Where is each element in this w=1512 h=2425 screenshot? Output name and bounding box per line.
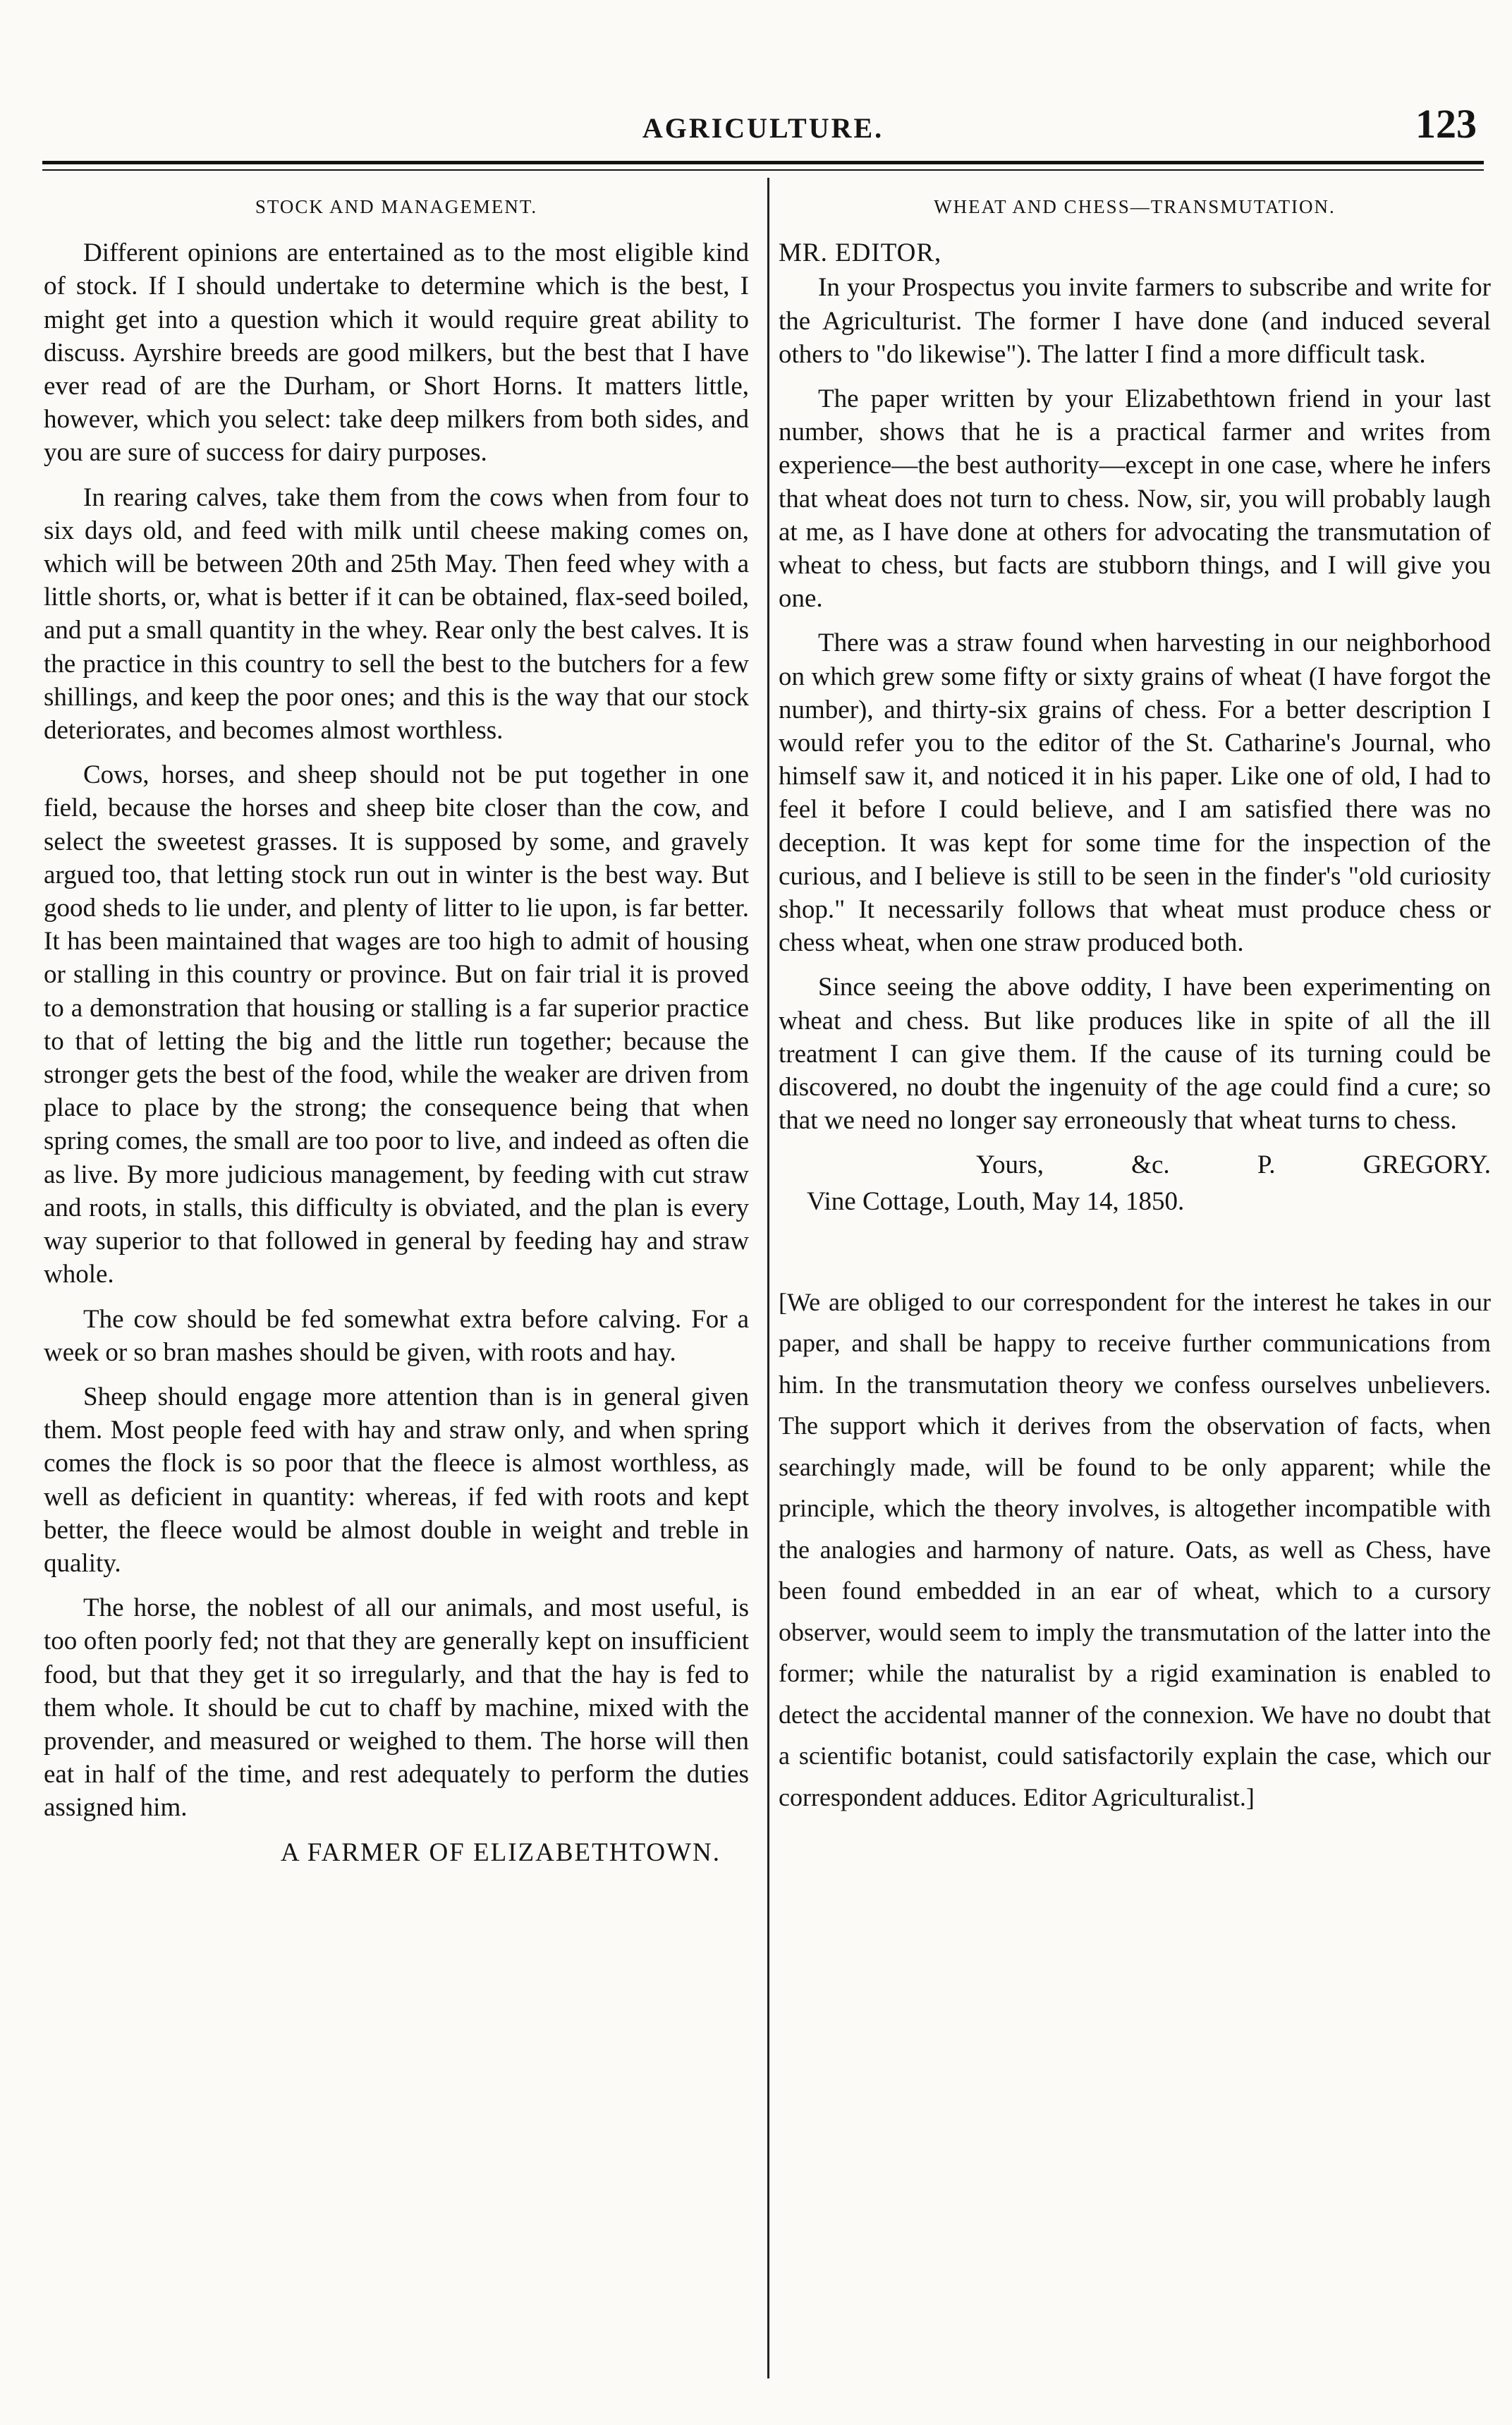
left-column bbox=[44, 185, 749, 1869]
location-date: Vine Cottage, Louth, May 14, 1850. bbox=[807, 1186, 1185, 1216]
page-number: 123 bbox=[1415, 101, 1477, 147]
author-name: P. GREGORY. bbox=[1257, 1150, 1491, 1180]
paragraph: Since seeing the above oddity, I have been experimenting on wheat and chess. But like produces like in spite of all the ill treatment I can give them. If the cause of its turning could be discovered, no doubt the ingenuity of the age could find a cure; so that we need no longer say erroneously that wheat turns to chess. bbox=[779, 973, 1491, 1136]
running-title: AGRICULTURE. bbox=[642, 112, 884, 144]
paragraph: In rearing calves, take them from the cows when from four to six days old, and feed with milk until cheese making comes on, which will be between 20th and 25th May. Then feed whey with a little shorts, or, what is better if it can be obtained, flax-seed boiled, and put a small quantity in the whey. Rear only the best calves. It is the practice in this country to sell the best to the butchers for a few shillings, and keep the poor ones; and this is the way that our stock deteriorates, and becomes almost worthless. bbox=[44, 482, 749, 746]
paragraph: Different opinions are entertained as to the most eligible kind of stock. If I should undertake to determine which is the best, I might get into a question which it would require great ability to discuss. Ayrshire breeds are good milkers, but the best that I have ever read of are the Durham, or Short Horns. It matters little, however, which you select: take deep milkers from both sides, and you are sure of success for dairy purposes. bbox=[44, 238, 749, 468]
paragraph: The paper written by your Elizabethtown friend in your last number, shows that he is a practical farmer and writes from experience—the best authority—except in one case, where he infers that wheat does not turn to chess. Now, sir, you will probably laugh at me, as I have done at others for advocating the transmutation of wheat to chess, but facts are stubborn things, and I will give you one. bbox=[779, 384, 1491, 614]
paragraph: Cows, horses, and sheep should not be put together in one field, because the horses and sheep bite closer than the cow, and select the sweetest grasses. It is supposed by some, and gravely argued too, that letting stock run out in winter is the best way. But good sheds to lie under, and plenty of litter to lie upon, is far better. It has been maintained that wages are too high to admit of housing or stalling in this country or province. But on fair trial it is proved to a demonstration that housing or stalling is a far superior practice to that of letting the big and the little run together; because the stronger gets the best of the food, while the weaker are driven from place to place by the strong; the consequence being that when spring comes, the small are too poor to live, and indeed as often die as live. By more judicious management, by feeding with cut straw and roots, in stalls, this difficulty is obviated, and the plan is every way superior to that followed in general by feeding hay and straw whole. bbox=[44, 760, 749, 1289]
column-divider bbox=[767, 178, 769, 2378]
paragraph: The horse, the noblest of all our animals, and most useful, is too often poorly fed; not that they are generally kept on insufficient food, but that they get it so irregularly, and that the hay is fed to them whole. It should be cut to chaff by machine, mixed with the provender, and measured or weighed to them. The horse will then eat in half of the time, and rest adequately to perform the duties assigned him. bbox=[44, 1593, 749, 1823]
paragraph: In your Prospectus you invite farmers to subscribe and write for the Agriculturist. The former I have done (and induced several others to "do likewise"). The latter I find a more difficult task. bbox=[779, 273, 1491, 369]
salutation: MR. EDITOR, bbox=[779, 238, 942, 268]
paragraph: Sheep should engage more attention than is in general given them. Most people feed with hay and straw only, and when spring comes the flock is so poor that the fleece is almost worthless, as well as deficient in quantity: whereas, if fed with roots and kept better, the fleece would be almost double in weight and treble in quality. bbox=[44, 1382, 749, 1578]
paragraph: There was a straw found when harvesting in our neighborhood on which grew some fifty or sixty grains of wheat (I have forgot the number), and thirty-six grains of chess. For a better description I would refer you to the editor of the St. Catharine's Journal, who himself saw it, and noticed it in his paper. Like one of old, I had to feel it before I could believe, and I am satisfied there was no deception. It was kept for some time for the inspection of the curious, and I believe is still to be seen in the finder's "old curiosity shop." It necessarily follows that wheat must produce chess or chess wheat, when one straw produced both. bbox=[779, 628, 1491, 958]
editor-note: [We are obliged to our correspondent for the interest he takes in our paper, and shall be happy to receive further communications from him. In the transmutation theory we confess ourselves unbelievers. The support which it derives from the observation of facts, when searchingly made, will be found to be only apparent; while the principle, which the theory involves, is altogether incompatible with the analogies and harmony of nature. Oats, as well as Chess, have been found embedded in an ear of wheat, which to a cursory observer, would seem to imply the transmutation of the latter into the former; while the naturalist by a rigid examination is enabled to detect the accidental manner of the connexion. We have no doubt that a scientific botanist, could satisfactorily explain the case, which our correspondent adduces. Editor Agriculturalist.] bbox=[779, 1287, 1491, 1811]
header-rule-thick bbox=[42, 161, 1484, 164]
right-column bbox=[779, 185, 1491, 1818]
running-head bbox=[42, 99, 1484, 155]
header-rule-thin bbox=[42, 169, 1484, 171]
closing-text: Yours, &c. bbox=[976, 1150, 1170, 1180]
signature-farmer: A FARMER OF ELIZABETHTOWN. bbox=[280, 1837, 721, 1867]
article-heading-stock: STOCK AND MANAGEMENT. bbox=[255, 196, 538, 217]
signature-line bbox=[779, 1148, 1491, 1181]
paragraph: The cow should be fed somewhat extra before calving. For a week or so bran mashes should be given, with roots and hay. bbox=[44, 1304, 749, 1367]
article-heading-wheat: WHEAT AND CHESS—TRANSMUTATION. bbox=[934, 196, 1336, 217]
